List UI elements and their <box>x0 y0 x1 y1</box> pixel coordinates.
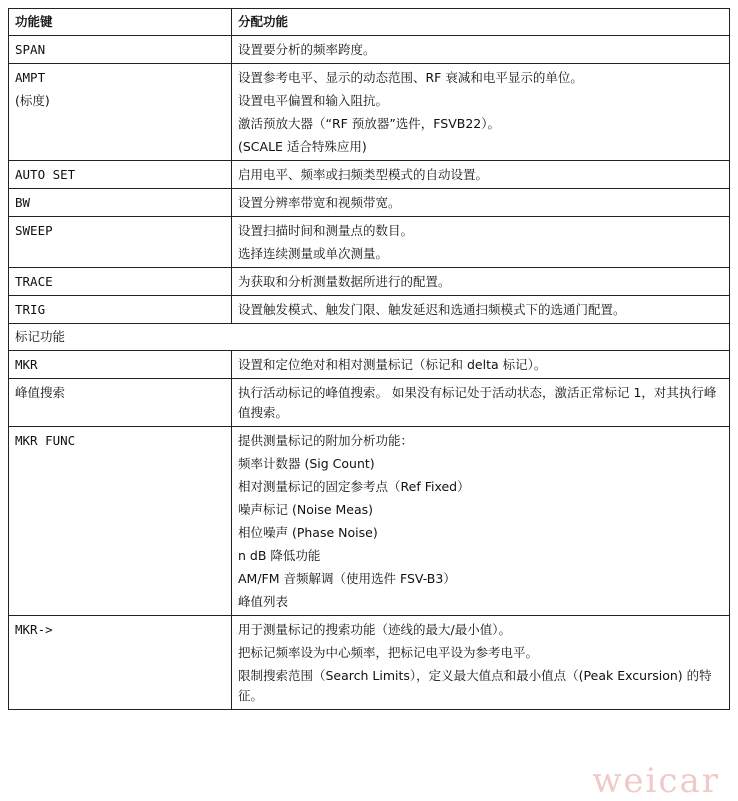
function-description-line: 相对测量标记的固定参考点（Ref Fixed） <box>238 479 470 494</box>
assigned-function-cell <box>232 36 730 64</box>
assigned-function-cell <box>232 161 730 189</box>
function-key-table <box>8 8 730 710</box>
function-key-cell <box>9 616 232 710</box>
function-description-line: AM/FM 音频解调（使用选件 FSV-B3） <box>238 571 456 586</box>
function-description-line: 设置电平偏置和输入阻抗。 <box>238 93 389 108</box>
assigned-function-cell <box>232 427 730 616</box>
function-description-line: 频率计数器 (Sig Count) <box>238 456 375 471</box>
function-key-cell <box>9 217 232 268</box>
table-row <box>9 217 730 268</box>
function-description-line: 设置触发模式、触发门限、触发延迟和选通扫频模式下的选通门配置。 <box>238 302 626 317</box>
section-row <box>9 324 730 351</box>
function-key-label: MKR FUNC <box>15 433 76 448</box>
table-row <box>9 296 730 324</box>
function-key-label: BW <box>15 195 31 210</box>
function-description-line: 限制搜索范围（Search Limits），定义最大值点和最小值点（(Peak Excursion) 的特征。 <box>238 668 712 703</box>
table-row <box>9 36 730 64</box>
function-description-line: n dB 降低功能 <box>238 548 321 563</box>
function-key-label: SWEEP <box>15 223 53 238</box>
header-function-key: 功能键 <box>9 9 232 36</box>
table-row <box>9 189 730 217</box>
assigned-function-cell <box>232 379 730 427</box>
function-key-cell <box>9 268 232 296</box>
function-description-line: 设置和定位绝对和相对测量标记（标记和 delta 标记）。 <box>238 357 547 372</box>
function-key-cell <box>9 351 232 379</box>
function-key-label: TRIG <box>15 302 46 317</box>
function-description-line: 设置分辨率带宽和视频带宽。 <box>238 195 401 210</box>
function-key-cell <box>9 189 232 217</box>
table-row <box>9 268 730 296</box>
header-assigned-function: 分配功能 <box>232 9 730 36</box>
function-key-sublabel: (标度) <box>15 93 50 108</box>
function-key-cell <box>9 161 232 189</box>
function-key-cell <box>9 296 232 324</box>
table-header-row <box>9 9 730 36</box>
function-description-line: 执行活动标记的峰值搜索。 如果没有标记处于活动状态，激活正常标记 1，对其执行峰值搜索。 <box>238 385 717 420</box>
table-row <box>9 161 730 189</box>
function-description-line: 噪声标记 (Noise Meas) <box>238 502 374 517</box>
section-marker-functions: 标记功能 <box>9 324 730 351</box>
watermark: weicar <box>592 761 720 801</box>
assigned-function-cell <box>232 189 730 217</box>
function-description-line: 设置要分析的频率跨度。 <box>238 42 376 57</box>
function-description-line: 用于测量标记的搜索功能（迹线的最大/最小值）。 <box>238 622 511 637</box>
function-key-label: SPAN <box>15 42 46 57</box>
assigned-function-cell <box>232 64 730 161</box>
function-description-line: 激活预放大器（“RF 预放器”选件，FSVB22）。 <box>238 116 500 131</box>
function-key-label: 峰值搜索 <box>15 385 66 400</box>
table-row <box>9 427 730 616</box>
function-key-cell <box>9 64 232 161</box>
table-row <box>9 64 730 161</box>
function-description-line: 峰值列表 <box>238 594 289 609</box>
function-description-line: 选择连续测量或单次测量。 <box>238 246 389 261</box>
function-description-line: 设置扫描时间和测量点的数目。 <box>238 223 414 238</box>
assigned-function-cell <box>232 351 730 379</box>
function-description-line: 提供测量标记的附加分析功能： <box>238 433 414 448</box>
function-key-cell <box>9 379 232 427</box>
function-description-line: 启用电平、频率或扫频类型模式的自动设置。 <box>238 167 489 182</box>
function-key-label: TRACE <box>15 274 53 289</box>
table-row <box>9 351 730 379</box>
assigned-function-cell <box>232 217 730 268</box>
assigned-function-cell <box>232 616 730 710</box>
function-key-label: AMPT <box>15 70 46 85</box>
function-description-line: 把标记频率设为中心频率，把标记电平设为参考电平。 <box>238 645 539 660</box>
function-description-line: (SCALE 适合特殊应用) <box>238 139 367 154</box>
assigned-function-cell <box>232 268 730 296</box>
function-key-cell <box>9 427 232 616</box>
function-key-label: MKR <box>15 357 38 372</box>
function-key-label: MKR-> <box>15 622 53 637</box>
function-description-line: 相位噪声 (Phase Noise) <box>238 525 378 540</box>
assigned-function-cell <box>232 296 730 324</box>
function-description-line: 为获取和分析测量数据所进行的配置。 <box>238 274 451 289</box>
table-row <box>9 379 730 427</box>
function-key-label: AUTO SET <box>15 167 76 182</box>
function-key-cell <box>9 36 232 64</box>
function-description-line: 设置参考电平、显示的动态范围、RF 衰减和电平显示的单位。 <box>238 70 583 85</box>
table-row <box>9 616 730 710</box>
